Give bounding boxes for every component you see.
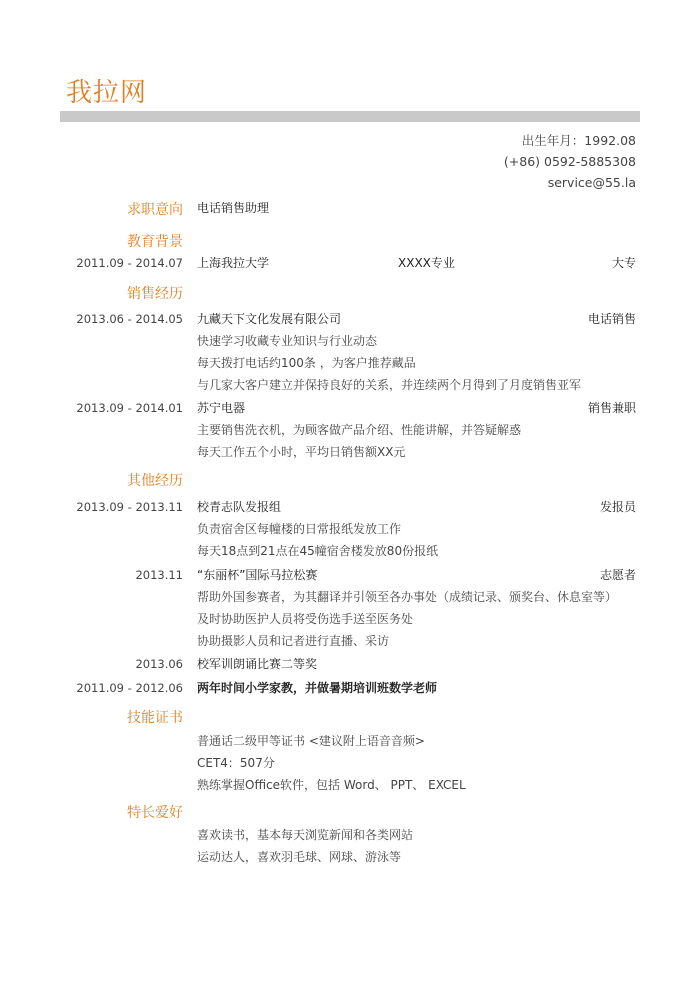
other-item-date: 2013.09 - 2013.11 xyxy=(76,500,183,514)
sales-item-company: 九藏天下文化发展有限公司 xyxy=(197,312,342,326)
section-title-skills: 技能证书 xyxy=(127,710,183,726)
other-item-org: 校军训朗诵比赛二等奖 xyxy=(197,657,318,671)
other-item-header xyxy=(0,677,700,699)
education-row xyxy=(0,252,700,274)
other-item-role: 发报员 xyxy=(599,500,636,514)
other-item-org: 两年时间小学家教，并做暑期培训班数学老师 xyxy=(197,681,438,695)
email-address: service@55.la xyxy=(547,175,636,190)
other-item-detail: 帮助外国参赛者，为其翻译并引领至各办事处（成绩记录、颁奖台、休息室等） xyxy=(197,590,618,604)
hobby-line: 运动达人，喜欢羽毛球、网球、游泳等 xyxy=(197,850,402,864)
sales-item-detail: 每天工作五个小时，平均日销售额XX元 xyxy=(197,445,406,459)
other-item-date: 2013.06 xyxy=(135,657,183,671)
education-major: XXXX专业 xyxy=(398,256,455,270)
other-item-header xyxy=(0,653,700,675)
objective-value: 电话销售助理 xyxy=(197,201,270,215)
sales-item-header xyxy=(0,308,700,330)
other-item-date: 2013.11 xyxy=(135,568,183,582)
education-date: 2011.09 - 2014.07 xyxy=(76,256,183,270)
sales-item-date: 2013.06 - 2014.05 xyxy=(76,312,183,326)
sales-item-role: 电话销售 xyxy=(587,312,636,326)
sales-item-detail: 每天拨打电话约100条 ，为客户推荐藏品 xyxy=(197,356,416,370)
education-school: 上海我拉大学 xyxy=(197,256,270,270)
section-title-hobbies: 特长爱好 xyxy=(127,805,183,821)
section-title-sales: 销售经历 xyxy=(127,286,183,302)
skill-line: CET4：507分 xyxy=(197,756,275,770)
section-title-education: 教育背景 xyxy=(127,234,183,250)
birth-date: 出生年月：1992.08 xyxy=(521,133,636,148)
contact-block xyxy=(504,130,636,193)
other-item-detail: 协助摄影人员和记者进行直播、采访 xyxy=(197,634,390,648)
other-item-date: 2011.09 - 2012.06 xyxy=(76,681,183,695)
sales-item-company: 苏宁电器 xyxy=(197,401,246,415)
other-item-org: “东丽杯”国际马拉松赛 xyxy=(197,568,318,582)
other-item-org: 校青志队发报组 xyxy=(197,500,282,514)
sales-item-detail: 主要销售洗衣机，为顾客做产品介绍、性能讲解，并答疑解惑 xyxy=(197,423,522,437)
other-item-header xyxy=(0,564,700,586)
section-title-objective: 求职意向 xyxy=(127,202,183,218)
resume-name: 我拉网 xyxy=(66,78,148,108)
header-divider-bar xyxy=(60,111,640,122)
phone-number: (+86) 0592-5885308 xyxy=(503,154,636,169)
sales-item-role: 销售兼职 xyxy=(587,401,636,415)
other-item-detail: 负责宿舍区每幢楼的日常报纸发放工作 xyxy=(197,522,402,536)
section-title-other: 其他经历 xyxy=(127,473,183,489)
other-item-role: 志愿者 xyxy=(599,568,636,582)
hobby-line: 喜欢读书，基本每天浏览新闻和各类网站 xyxy=(197,828,414,842)
sales-item-detail: 快速学习收藏专业知识与行业动态 xyxy=(197,334,378,348)
sales-item-date: 2013.09 - 2014.01 xyxy=(76,401,183,415)
other-item-detail: 每天18点到21点在45幢宿舍楼发放80份报纸 xyxy=(197,544,439,558)
sales-item-header xyxy=(0,397,700,419)
objective-row xyxy=(0,197,700,219)
sales-item-detail: 与几家大客户建立并保持良好的关系，并连续两个月得到了月度销售亚军 xyxy=(197,378,582,392)
education-degree: 大专 xyxy=(611,256,636,270)
other-item-header xyxy=(0,496,700,518)
skill-line: 熟练掌握Office软件，包括 Word、 PPT、 EXCEL xyxy=(197,778,466,792)
skill-line: 普通话二级甲等证书 <建议附上语音音频> xyxy=(197,734,425,748)
other-item-detail: 及时协助医护人员将受伤选手送至医务处 xyxy=(197,612,414,626)
